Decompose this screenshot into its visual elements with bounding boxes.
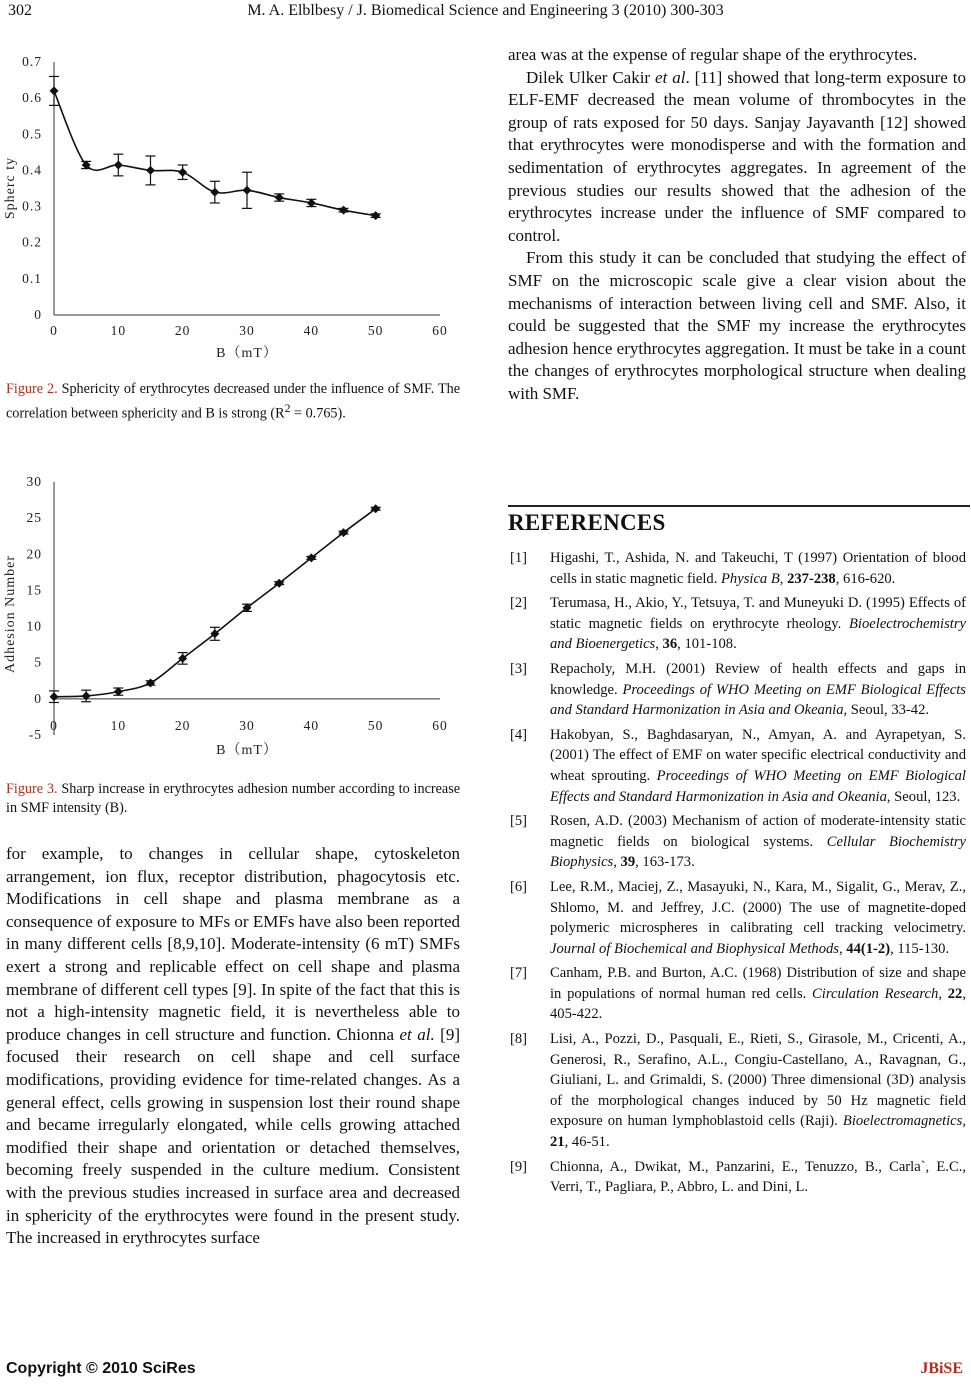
- x-axis-label: B（mT）: [216, 346, 278, 361]
- reference-text: Chionna, A., Dwikat, M., Panzarini, E., Tenuzzo, B., Carla`, E.C., Verri, T., Pagliara, P., Abbro, L. and Dini, L.: [550, 1158, 966, 1196]
- left-paragraph: [6, 843, 460, 1250]
- p2-et-al: et al: [655, 67, 686, 87]
- reference-journal: Proceedings of WHO Meeting on EMF Biological Effects and Standard Harmonization in Asia and Okeania: [550, 767, 966, 805]
- reference-pages: , Seoul, 33-42.: [843, 702, 930, 719]
- x-axis-label: B（mT）: [216, 743, 278, 758]
- r-squared-superscript: 2: [284, 400, 291, 415]
- reference-separator: ,: [938, 985, 948, 1002]
- reference-journal: Circulation Research: [812, 985, 939, 1002]
- data-point-marker: [339, 206, 348, 215]
- figure-2-caption: [6, 380, 460, 423]
- data-point-marker: [50, 86, 59, 95]
- right-paragraph-2: [508, 67, 966, 248]
- data-point-marker: [210, 188, 219, 197]
- reference-number: [7]: [510, 965, 528, 982]
- y-tick-label: 0.3: [22, 198, 42, 214]
- reference-separator: ,: [655, 636, 663, 653]
- running-head: M. A. Elblbesy / J. Biomedical Science and Engineering 3 (2010) 300-303: [247, 2, 724, 19]
- references-list: [508, 548, 966, 1202]
- x-tick-label: 0: [50, 323, 58, 338]
- data-point-marker: [146, 166, 155, 175]
- reference-separator: ,: [779, 570, 788, 587]
- reference-item: [508, 1029, 966, 1153]
- reference-item: [508, 1157, 966, 1198]
- reference-item: [508, 877, 966, 959]
- reference-volume: 21: [550, 1134, 565, 1151]
- copyright-notice: Copyright © 2010 SciRes: [6, 1360, 196, 1377]
- y-tick-label: 0: [34, 690, 42, 706]
- y-axis-label: Spherc ty: [3, 156, 18, 220]
- y-tick-label: 30: [26, 474, 42, 489]
- x-tick-label: 30: [239, 718, 255, 733]
- y-tick-label: 10: [26, 618, 42, 634]
- reference-volume: 237-238: [787, 570, 836, 587]
- reference-number: [1]: [510, 550, 528, 566]
- reference-volume: 36: [662, 636, 678, 653]
- figure-3-caption-text: Sharp increase in erythrocytes adhesion number according to increase in SMF intensity (B).: [6, 781, 461, 816]
- reference-pages: , 115-130.: [890, 940, 950, 957]
- left-text-part-1: for example, to changes in cellular shape, cytoskeleton arrangement, ion flux, receptor distribution, phagocytosis etc. Modifications in cell shape and plasma membrane as a consequence of exposure to MFs or EMFs have also been reported in many different cells [8,9,10]. Moderate-intensity (6 mT) SMFs exert a strong and replicable effect on cell shape and plasma membrane of different cell types [9]. In spite of the fact that this is not a high-intensity magnetic field, it is nevertheless able to produce changes in cell structure and function. Chionna: [6, 844, 460, 1044]
- figure-2-caption-text: Sphericity of erythrocytes decreased under the influence of SMF. The correlation between sphericity and B is strong (R: [6, 381, 461, 422]
- reference-text: Rosen, A.D. (2003) Mechanism of action of moderate-intensity static magnetic fields on biological systems.: [550, 813, 966, 850]
- data-point-marker: [146, 678, 155, 687]
- reference-item: [508, 811, 966, 873]
- y-tick-label: 0.6: [22, 90, 42, 106]
- y-tick-label: 15: [26, 582, 42, 598]
- data-point-marker: [371, 211, 380, 220]
- figure-3-label: Figure 3.: [6, 781, 58, 797]
- y-tick-label: 0: [34, 307, 42, 322]
- reference-item: [508, 593, 966, 655]
- y-tick-label: 0.7: [22, 54, 42, 69]
- reference-volume: 39: [620, 854, 636, 871]
- reference-separator: ,: [613, 854, 621, 871]
- x-tick-label: 20: [174, 718, 191, 733]
- left-body-text: [6, 843, 460, 1250]
- reference-pages: , Seoul, 123.: [886, 788, 961, 805]
- y-tick-label: 5: [34, 654, 42, 670]
- y-tick-label: 0.1: [22, 270, 42, 286]
- x-tick-label: 40: [303, 718, 320, 733]
- reference-pages: , 163-173.: [635, 854, 695, 871]
- reference-journal: Journal of Biochemical and Biophysical Methods: [550, 940, 839, 957]
- data-point-marker: [243, 186, 252, 195]
- reference-number: [3]: [510, 660, 528, 677]
- reference-number: [8]: [510, 1031, 528, 1048]
- reference-number: [4]: [510, 726, 528, 743]
- figure-2-caption-end: = 0.765).: [290, 405, 346, 422]
- x-tick-label: 60: [432, 718, 448, 733]
- reference-item: [508, 659, 966, 721]
- page-footer: [0, 1360, 971, 1384]
- right-paragraph-3: From this study it can be concluded that studying the effect of SMF on the microscopic scale give a clear vision about the mechanisms of interaction between living cell and SMF. Also, it could be suggested that the SMF my increase the erythrocytes adhesion hence erythrocytes aggregation. It must be take in a count the changes of erythrocytes morphological structure when dealing with SMF.: [508, 248, 966, 403]
- reference-number: [5]: [510, 813, 528, 830]
- reference-separator: ,: [838, 940, 847, 957]
- data-point-marker: [50, 692, 59, 701]
- x-tick-label: 10: [110, 718, 127, 733]
- figure-3-chart: [0, 462, 465, 772]
- reference-journal: Cellular Biochemistry Biophysics: [550, 833, 966, 871]
- right-body-text: [508, 44, 966, 406]
- figure-2-chart: [0, 40, 465, 375]
- y-tick-label: 20: [26, 546, 42, 562]
- sphericity-chart-svg: [0, 40, 465, 370]
- x-tick-label: 0: [50, 718, 58, 733]
- reference-number: [2]: [510, 595, 528, 612]
- reference-text: Repacholy, M.H. (2001) Review of health effects and gaps in knowledge.: [550, 660, 966, 698]
- series-line: [54, 509, 376, 697]
- reference-text: Hakobyan, S., Baghdasaryan, N., Amyan, A. and Ayrapetyan, S. (2001) The effect of EMF on water specific electrical conductivity and wheat sprouting.: [550, 726, 966, 784]
- reference-separator: ,: [962, 1113, 966, 1130]
- figure-3-caption: [6, 780, 460, 817]
- reference-journal: Physica B: [721, 570, 780, 587]
- references-heading: REFERENCES: [508, 510, 666, 535]
- reference-item: [508, 963, 966, 1025]
- y-tick-label: 0.2: [22, 234, 42, 250]
- data-point-marker: [178, 168, 187, 177]
- journal-abbrev: JBiSE: [920, 1360, 963, 1377]
- left-text-part-2: [9] focused their research on cell shape and cell surface modifications, providing evidence for time-related changes. As a general effect, cells growing in suspension lost their round shape and became irregularly elongated, while cells growing attached modified their shape and orientation or detached themselves, becoming freely suspended in the culture medium. Consistent with the previous studies increased in surface area and decreased in sphericity of the erythrocytes were found in the present study. The increased in erythrocytes surface: [6, 1024, 461, 1248]
- section-divider: [508, 505, 970, 507]
- reference-number: [9]: [510, 1158, 528, 1175]
- x-tick-label: 50: [367, 718, 384, 733]
- right-paragraph-1: area was at the expense of regular shape of the erythrocytes.: [508, 45, 918, 64]
- reference-pages: , 405-422.: [550, 985, 966, 1023]
- reference-volume: 44(1-2): [846, 940, 891, 957]
- reference-text: Lisi, A., Pozzi, D., Pasquali, E., Rieti, S., Girasole, M., Cricenti, A., Generosi, R., Serafino, A.L., Congiu-Castellano, A., Ravagnan, G., Giuliani, L. and Grimaldi, S. (2000) Three dimensional (3D) analysis of the morphological changes induced by 50 Hz magnetic field exposure on human lymphoblastoid cells (Raji).: [550, 1031, 966, 1130]
- y-tick-label: 0.5: [22, 126, 42, 142]
- data-point-marker: [114, 161, 123, 170]
- figure-2-label: Figure 2.: [6, 381, 58, 397]
- x-tick-label: 60: [432, 323, 448, 338]
- reference-item: [508, 725, 966, 807]
- page-number: 302: [8, 2, 32, 19]
- y-tick-label: 25: [26, 510, 42, 526]
- reference-number: [6]: [510, 878, 528, 895]
- reference-text: Lee, R.M., Maciej, Z., Masayuki, N., Kara, M., Sigalit, G., Merav, Z., Shlomo, M. and Jeffrey, J.C. (2000) The use of magnetite-doped polymeric microspheres in calibrating cell tracking velocimetry.: [550, 878, 966, 937]
- reference-journal: Bioelectromagnetics: [842, 1113, 963, 1130]
- reference-text: Canham, P.B. and Burton, A.C. (1968) Distribution of size and shape in populations of normal human red cells.: [550, 965, 966, 1002]
- x-tick-label: 50: [367, 323, 384, 338]
- reference-pages: , 101-108.: [677, 636, 737, 653]
- y-tick-label: 0.4: [22, 162, 42, 178]
- reference-text: Higashi, T., Ashida, N. and Takeuchi, T (1997) Orientation of blood cells in static magnetic field.: [550, 550, 966, 587]
- adhesion-chart-svg: [0, 462, 465, 767]
- reference-pages: , 616-620.: [835, 570, 896, 587]
- x-tick-label: 30: [239, 323, 255, 338]
- reference-text: Terumasa, H., Akio, Y., Tetsuya, T. and Muneyuki D. (1995) Effects of static magnetic fields on erythrocyte rheology.: [550, 595, 966, 632]
- x-tick-label: 20: [174, 323, 191, 338]
- y-axis-label: Adhesion Number: [3, 554, 18, 674]
- reference-pages: , 46-51.: [564, 1134, 610, 1151]
- x-tick-label: 40: [303, 323, 320, 338]
- x-tick-label: 10: [110, 323, 127, 338]
- page-header: [0, 2, 971, 24]
- p2-text-a: Dilek Ulker Cakir: [526, 67, 656, 87]
- reference-volume: 22: [947, 985, 963, 1002]
- reference-item: [508, 548, 966, 589]
- reference-journal: Proceedings of WHO Meeting on EMF Biological Effects and Standard Harmonization in Asia and Okeania: [550, 681, 966, 719]
- p2-text-b: . [11] showed that long-term exposure to ELF-EMF decreased the mean volume of thrombocytes in the group of rats exposed for 50 days. Sanjay Jayavanth [12] showed that erythrocytes were monodisperse and with the formation and sedimentation of erythrocytes aggregates. In agreement of the previous studies our results showed that the adhesion of the erythrocytes increase under the influence of SMF compared to control.: [508, 67, 967, 245]
- reference-journal: Bioelectrochemistry and Bioenergetics: [550, 615, 966, 653]
- y-tick-label: -5: [28, 727, 42, 742]
- et-al-italic: et al.: [399, 1024, 435, 1044]
